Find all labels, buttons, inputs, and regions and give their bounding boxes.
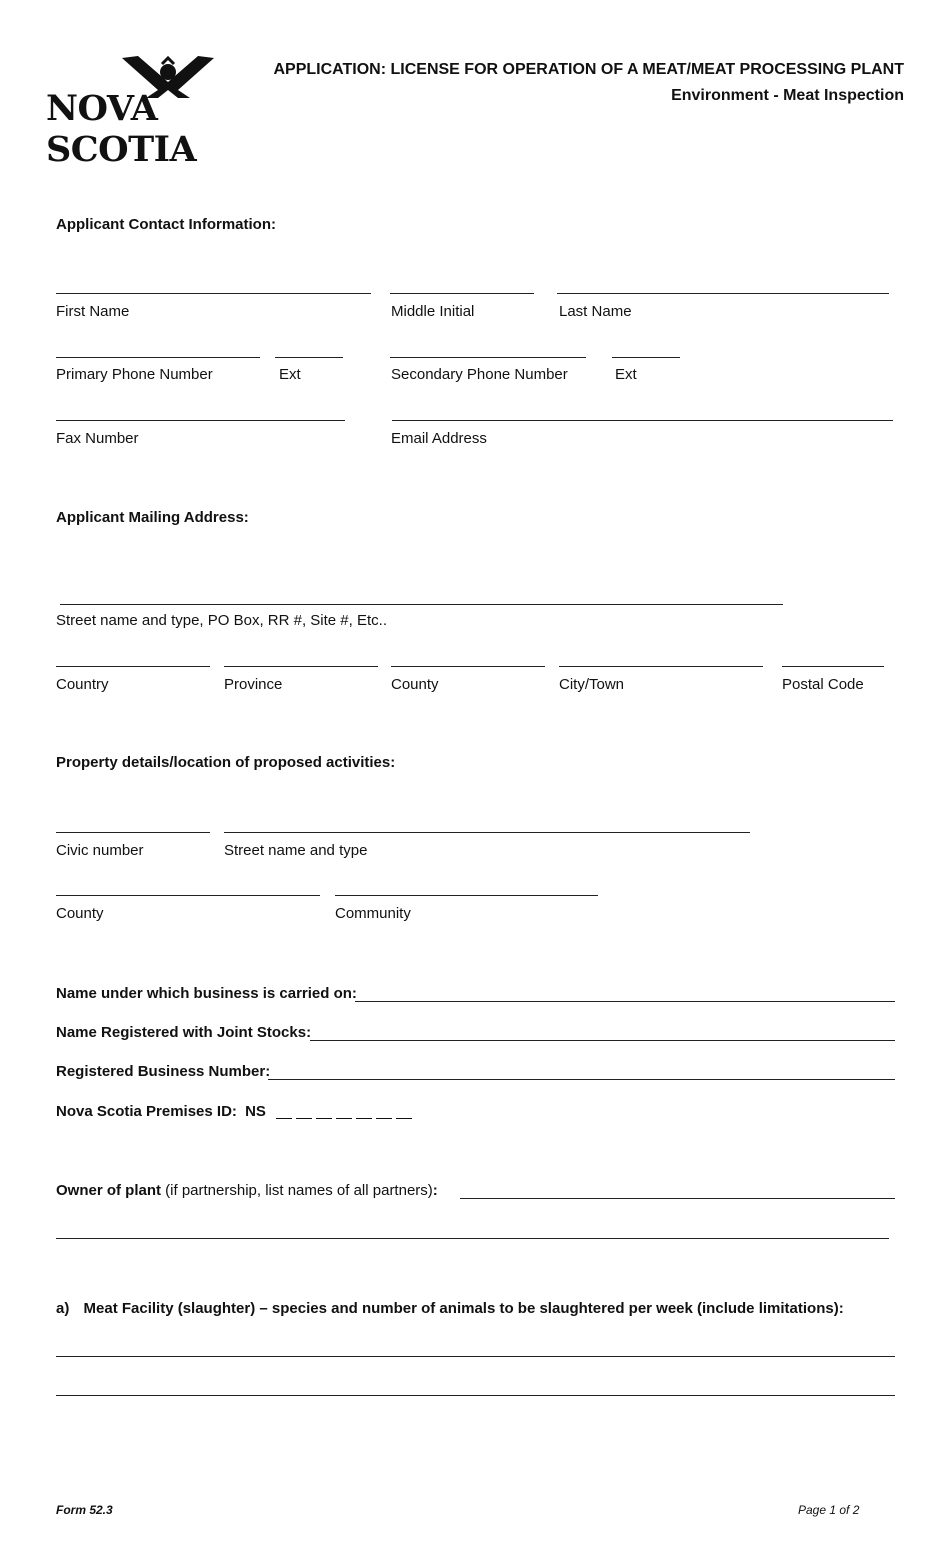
mailing-street-field[interactable] bbox=[60, 604, 783, 605]
section-a-text: Meat Facility (slaughter) – species and number of animals to be slaughtered per week (include limitations): bbox=[83, 1300, 844, 1317]
owner-label-colon: : bbox=[432, 1182, 438, 1199]
email-label: Email Address bbox=[391, 430, 487, 447]
premises-id-row bbox=[56, 1103, 416, 1120]
form-title: APPLICATION: LICENSE FOR OPERATION OF A MEAT/MEAT PROCESSING PLANT bbox=[273, 61, 904, 78]
community-label: Community bbox=[335, 905, 411, 922]
last-name-label: Last Name bbox=[559, 303, 632, 320]
secondary-ext-field[interactable] bbox=[612, 357, 680, 358]
nova-scotia-logo bbox=[44, 52, 294, 170]
logo-wordmark: NOVA SCOTIA bbox=[46, 88, 197, 170]
premises-prefix: NS bbox=[245, 1103, 266, 1120]
joint-stocks-label: Name Registered with Joint Stocks: bbox=[56, 1024, 312, 1041]
province-label: Province bbox=[224, 676, 283, 693]
community-field[interactable] bbox=[335, 895, 598, 896]
country-label: Country bbox=[56, 676, 109, 693]
province-field[interactable] bbox=[224, 666, 378, 667]
owner-field-continued[interactable] bbox=[56, 1238, 889, 1239]
fax-field[interactable] bbox=[56, 420, 345, 421]
country-field[interactable] bbox=[56, 666, 210, 667]
owner-label-bold: Owner of plant bbox=[56, 1182, 161, 1199]
mailing-county-field[interactable] bbox=[391, 666, 545, 667]
section-a-answer-line[interactable] bbox=[56, 1356, 895, 1357]
property-county-field[interactable] bbox=[56, 895, 320, 896]
postal-code-field[interactable] bbox=[782, 666, 884, 667]
mailing-heading: Applicant Mailing Address: bbox=[56, 509, 249, 526]
primary-ext-label: Ext bbox=[279, 366, 301, 383]
property-street-field[interactable] bbox=[224, 832, 750, 833]
property-street-label: Street name and type bbox=[224, 842, 368, 859]
mailing-county-label: County bbox=[391, 676, 439, 693]
page-number: Page 1 of 2 bbox=[798, 1503, 860, 1517]
business-name-label: Name under which business is carried on: bbox=[56, 985, 357, 1002]
civic-number-field[interactable] bbox=[56, 832, 210, 833]
owner-label bbox=[56, 1182, 438, 1199]
city-label: City/Town bbox=[559, 676, 625, 693]
joint-stocks-field[interactable] bbox=[310, 1040, 895, 1041]
section-a-heading bbox=[56, 1300, 844, 1317]
email-field[interactable] bbox=[392, 420, 893, 421]
middle-initial-field[interactable] bbox=[390, 293, 534, 294]
secondary-phone-label: Secondary Phone Number bbox=[391, 366, 568, 383]
middle-initial-label: Middle Initial bbox=[391, 303, 475, 320]
last-name-field[interactable] bbox=[557, 293, 889, 294]
secondary-phone-field[interactable] bbox=[390, 357, 586, 358]
section-a-answer-line[interactable] bbox=[56, 1395, 895, 1396]
property-county-label: County bbox=[56, 905, 104, 922]
primary-phone-label: Primary Phone Number bbox=[56, 366, 213, 383]
property-heading: Property details/location of proposed activities: bbox=[56, 754, 396, 771]
section-a-marker: a) bbox=[56, 1300, 70, 1317]
business-name-field[interactable] bbox=[355, 1001, 895, 1002]
primary-phone-field[interactable] bbox=[56, 357, 260, 358]
premises-id-field[interactable] bbox=[276, 1103, 416, 1120]
postal-code-label: Postal Code bbox=[782, 676, 864, 693]
form-subtitle: Environment - Meat Inspection bbox=[671, 87, 904, 104]
business-number-label: Registered Business Number: bbox=[56, 1063, 271, 1080]
form-number: Form 52.3 bbox=[56, 1503, 113, 1517]
first-name-field[interactable] bbox=[56, 293, 371, 294]
primary-ext-field[interactable] bbox=[275, 357, 343, 358]
civic-number-label: Civic number bbox=[56, 842, 144, 859]
owner-field[interactable] bbox=[460, 1198, 895, 1199]
owner-label-note: (if partnership, list names of all partners) bbox=[165, 1182, 433, 1199]
fax-label: Fax Number bbox=[56, 430, 139, 447]
city-field[interactable] bbox=[559, 666, 763, 667]
secondary-ext-label: Ext bbox=[615, 366, 637, 383]
contact-heading: Applicant Contact Information: bbox=[56, 216, 276, 233]
premises-id-label: Nova Scotia Premises ID: bbox=[56, 1103, 237, 1120]
business-number-field[interactable] bbox=[268, 1079, 895, 1080]
mailing-street-label: Street name and type, PO Box, RR #, Site #, Etc.. bbox=[56, 612, 387, 629]
first-name-label: First Name bbox=[56, 303, 130, 320]
